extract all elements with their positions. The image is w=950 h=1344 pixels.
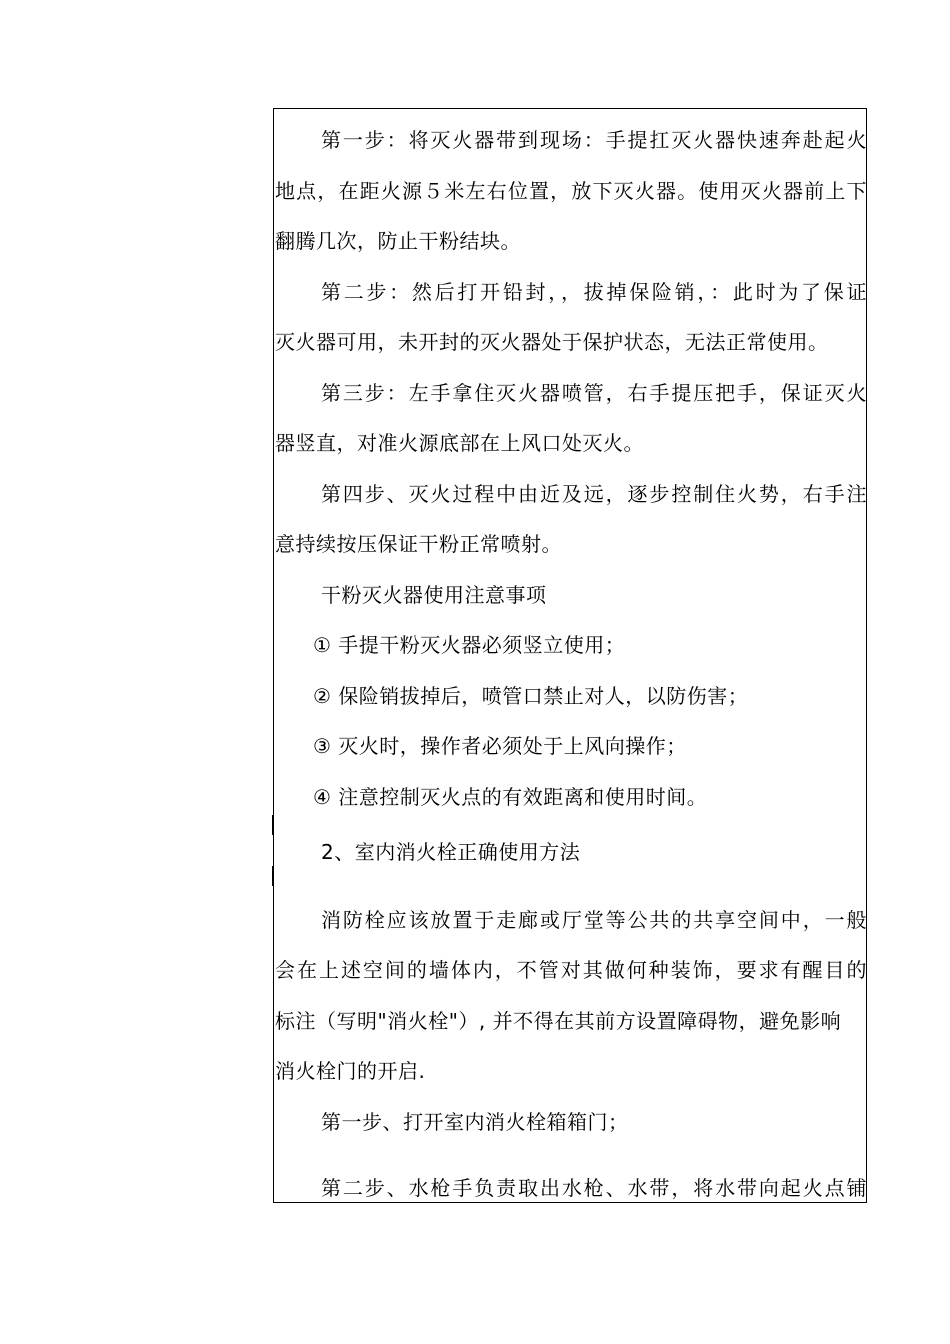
- paragraph-line: 第四步、灭火过程中由近及远，逐步控制住火势，右手注: [321, 482, 867, 506]
- border-mark: [272, 866, 274, 886]
- paragraph-line: 第一步、打开室内消火栓箱箱门；: [321, 1110, 629, 1134]
- paragraph-line: 第二步：然后打开铅封，，拔掉保险销，：此时为了保证: [321, 280, 867, 304]
- list-item: ② 保险销拔掉后，喷管口禁止对人，以防伤害；: [313, 684, 749, 708]
- list-item: ③ 灭火时，操作者必须处于上风向操作；: [313, 734, 687, 758]
- paragraph-line: 消防栓应该放置于走廊或厅堂等公共的共享空间中，一般: [321, 908, 867, 932]
- paragraph-line: 消火栓门的开启.: [275, 1059, 426, 1083]
- list-item: ④ 注意控制灭火点的有效距离和使用时间。: [313, 785, 708, 809]
- section-heading: 干粉灭火器使用注意事项: [321, 583, 547, 607]
- paragraph-line: 器竖直，对准火源底部在上风口处灭火。: [275, 431, 644, 455]
- paragraph-line: 意持续按压保证干粉正常喷射。: [275, 532, 562, 556]
- paragraph-line: 地点，在距火源５米左右位置，放下灭火器。使用灭火器前上下: [275, 179, 867, 203]
- paragraph-line: 第三步：左手拿住灭火器喷管，右手提压把手，保证灭火: [321, 381, 867, 405]
- paragraph-line: 第二步、水枪手负责取出水枪、水带，将水带向起火点铺: [321, 1176, 867, 1200]
- list-item: ① 手提干粉灭火器必须竖立使用；: [313, 633, 626, 657]
- border-mark: [272, 815, 274, 835]
- paragraph-line: 会在上述空间的墙体内，不管对其做何种装饰，要求有醒目的: [275, 958, 867, 982]
- paragraph-line: 灭火器可用，未开封的灭火器处于保护状态，无法正常使用。: [275, 330, 829, 354]
- paragraph-line: 第一步：将灭火器带到现场：手提扛灭火器快速奔赴起火: [321, 128, 867, 152]
- section-heading: 2、室内消火栓正确使用方法: [321, 840, 581, 864]
- paragraph-line: 翻腾几次，防止干粉结块。: [275, 229, 521, 253]
- paragraph-line: 标注（写明"消火栓"）, 并不得在其前方设置障碍物，避免影响: [275, 1009, 842, 1033]
